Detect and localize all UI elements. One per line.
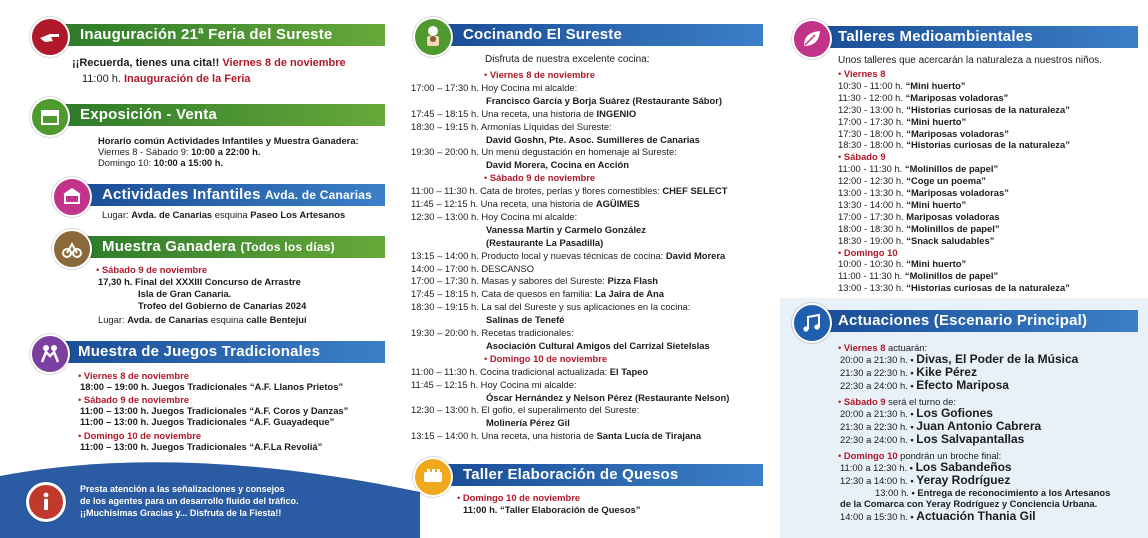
cocina-intro: Disfruta de nuestra excelente cocina: (485, 54, 650, 65)
section-title: Taller Elaboración de Quesos (463, 465, 679, 483)
ganadera-location: Lugar: Avda. de Canarias esquina calle Bentejuí (98, 314, 307, 325)
section-header-actuaciones (792, 306, 1138, 334)
schedule-row: 19:30 – 20:00 h. Un menú degustación en homenaje al Sureste: (411, 146, 677, 158)
schedule-day: • Sábado 9 de noviembre (484, 172, 595, 183)
schedule-row: 18:00 - 18:30 h. “Molinillos de papel” (838, 222, 1000, 234)
expo-line-3: Domingo 10: 10:00 a 15:00 h. (98, 157, 224, 168)
section-title: Inauguración 21ª Feria del Sureste (80, 25, 333, 43)
schedule-row: 13:00 - 13:30 h. “Mariposas voladoras” (838, 187, 1009, 198)
schedule-row: 10:00 - 10:30 h. “Mini huerto” (838, 258, 967, 270)
actuacion-row: 20:00 a 21:30 h. • Divas, El Poder de la Música (840, 352, 1079, 366)
actuacion-row: 21:30 a 22:30 h. • Juan Antonio Cabrera (840, 419, 1042, 433)
actuacion-row-cont: de la Comarca con Yeray Rodríguez y Conciencia Urbana. (840, 498, 1098, 509)
inaug-time: 11:00 h. Inauguración de la Feria (82, 73, 251, 85)
juegos-line: 11:00 – 13:00 h. Juegos Tradicionales “A.F. Guayadeque” (80, 416, 335, 427)
schedule-day: • Domingo 10 de noviembre (484, 353, 607, 364)
section-header-quesos (413, 460, 763, 488)
schedule-row: 19:30 – 20:00 h. Recetas tradicionales: (411, 327, 574, 338)
schedule-detail: Asociación Cultural Amigos del Carrizal SieteIslas (486, 339, 710, 351)
schedule-row: 11:45 – 12:15 h. Una receta, una historia de AGÜIMES (411, 198, 640, 209)
juegos-line: 11:00 – 13:00 h. Juegos Tradicionales “A.F.La Revoliá” (80, 441, 323, 452)
expo-line-2: Viernes 8 - Sábado 9: 10:00 a 22:00 h. (98, 146, 261, 157)
schedule-row: 17:00 - 17:30 h. “Mini huerto” (838, 115, 967, 127)
schedule-detail: David Goshn, Pte. Asoc. Sumilleres de Canarias (486, 133, 700, 145)
chef-icon (413, 17, 453, 57)
schedule-row: 11:00 - 11:30 h. “Molinillos de papel” (838, 163, 999, 175)
schedule-row: 13:15 – 14:00 h. Una receta, una historia de Santa Lucía de Tirajana (411, 430, 702, 442)
schedule-row: 17:00 – 17:30 h. Hoy Cocina mi alcalde: (411, 81, 578, 93)
talleres-intro: Unos talleres que acercarán la naturaleza a nuestros niños. (838, 55, 1103, 66)
schedule-row: 13:00 - 13:30 h. “Historias curiosas de la naturaleza” (838, 282, 1070, 294)
actuacion-row: 21:30 a 22:30 h. • Kike Pérez (840, 365, 977, 379)
schedule-row: 12:30 – 13:00 h. El gofio, el superalimento del Sureste: (411, 404, 640, 416)
schedule-row: 17:45 – 18:15 h. Cata de quesos en familia: La Jaira de Ana (411, 288, 664, 300)
section-title: Cocinando El Sureste (463, 25, 623, 43)
juegos-day-2: • Sábado 9 de noviembre (78, 394, 189, 405)
section-title: Muestra Ganadera (Todos los días) (102, 237, 335, 255)
actuaciones-day-domingo: • Domingo 10 pondrán un broche final: (838, 450, 1001, 461)
ganadera-line-1: 17,30 h. Final del XXXIII Concurso de Arrastre (98, 276, 301, 287)
infantil-location: Lugar: Avda. de Canarias esquina Paseo Los Artesanos (102, 209, 346, 220)
cheese-icon (413, 457, 453, 497)
schedule-row: 10:30 - 11:00 h. “Mini huerto” (838, 79, 966, 91)
section-header-inauguracion (30, 20, 385, 48)
section-title: Muestra de Juegos Tradicionales (78, 342, 321, 360)
inaug-reminder: ¡¡Recuerda, tienes una cita!! Viernes 8 de noviembre (72, 57, 346, 69)
notice-line-3: ¡¡Muchísimas Gracias y... Disfruta de la Fiesta!! (80, 508, 282, 518)
schedule-row: 13:30 - 14:00 h. “Mini huerto” (838, 198, 967, 210)
section-header-exposicion (30, 100, 385, 128)
schedule-row: 12:00 - 12:30 h. “Coge un poema” (838, 175, 986, 187)
section-title: Exposición - Venta (80, 105, 217, 123)
schedule-detail: Óscar Hernández y Nelson Pérez (Restaurante Nelson) (486, 391, 730, 403)
schedule-detail: Vanessa Martín y Carmelo González (486, 223, 646, 235)
schedule-day: • Domingo 10 (838, 247, 898, 258)
ganadera-line-3: Trofeo del Gobierno de Canarias 2024 (138, 300, 307, 311)
notice-line-1: Presta atención a las señalizaciones y consejos (80, 484, 285, 494)
quesos-line: 11:00 h. “Taller Elaboración de Quesos” (463, 504, 641, 515)
music-note-icon (792, 303, 832, 343)
section-header-talleres (792, 22, 1138, 50)
schedule-row: 18:30 – 19:15 h. Armonías Líquidas del Sureste: (411, 120, 612, 132)
schedule-day: • Viernes 8 de noviembre (484, 69, 595, 80)
schedule-row: 12:30 – 13:00 h. Hoy Cocina mi alcalde: (411, 210, 578, 222)
schedule-row: 17:30 - 18:00 h. “Mariposas voladoras” (838, 127, 1009, 139)
info-icon (26, 482, 66, 522)
section-header-ganadera (52, 232, 385, 260)
expo-line-1: Horario común Actividades Infantiles y Muestra Ganadera: (98, 135, 359, 146)
schedule-row: 13:15 – 14:00 h. Producto local y nuevas técnicas de cocina: David Morera (411, 249, 726, 261)
section-header-cocina (413, 20, 763, 48)
schedule-row: 18:30 – 19:15 h. La sal del Sureste y sus aplicaciones en la cocina: (411, 301, 691, 313)
market-stall-icon (30, 97, 70, 137)
actuacion-row: 20:00 a 21:30 h. • Los Gofiones (840, 406, 993, 420)
schedule-row: 18:30 - 18:00 h. “Historias curiosas de la naturaleza” (838, 139, 1070, 151)
actuaciones-day-sabado: • Sábado 9 será el turno de: (838, 396, 956, 407)
juegos-line: 11:00 – 13:00 h. Juegos Tradicionales “A.F. Coros y Danzas” (80, 405, 349, 416)
schedule-day: • Viernes 8 (838, 68, 885, 79)
pointing-hand-icon (30, 17, 70, 57)
schedule-row: 11:30 - 12:00 h. “Mariposas voladoras” (838, 91, 1009, 103)
schedule-row: 18:30 - 19:00 h. “Snack saludables” (838, 234, 995, 246)
actuaciones-day-viernes: • Viernes 8 actuarán: (838, 342, 927, 353)
section-header-infantiles (52, 180, 385, 208)
schedule-day: • Sábado 9 (838, 151, 886, 162)
column-right (780, 0, 1148, 538)
wrestlers-icon (30, 334, 70, 374)
schedule-detail: Francisco García y Borja Suárez (Restaurante Sábor) (486, 94, 723, 106)
schedule-row: 11:45 – 12:15 h. Hoy Cocina mi alcalde: (411, 378, 577, 390)
juegos-day-3: • Domingo 10 de noviembre (78, 430, 201, 441)
leaf-icon (792, 19, 832, 59)
actuacion-row: 12:30 a 14:00 h. • Yeray Rodríguez (840, 473, 1011, 487)
schedule-row: 14:00 – 17:00 h. DESCANSO (411, 262, 534, 274)
column-left (0, 0, 395, 538)
juegos-day-1: • Viernes 8 de noviembre (78, 370, 189, 381)
schedule-row: 12:30 - 13:00 h. “Historias curiosas de la naturaleza” (838, 103, 1070, 115)
actuacion-row: 11:00 a 12:30 h. • Los Sabandeños (840, 460, 1012, 474)
schedule-detail: Salinas de Tenefé (486, 314, 565, 326)
schedule-row: 17:00 – 17:30 h. Masas y sabores del Sureste: Pizza Flash (411, 275, 659, 287)
schedule-detail: David Morera, Cocina en Acción (486, 159, 629, 171)
schedule-detail: Molinería Pérez Gil (486, 417, 570, 429)
schedule-row: 17:45 – 18:15 h. Una receta, una historia de INGENIO (411, 107, 637, 119)
actuacion-row: 13:00 h. • Entrega de reconocimiento a los Artesanos (875, 487, 1111, 498)
ganadera-line-2: Isla de Gran Canaria. (138, 288, 232, 299)
schedule-row: 11:00 - 11:30 h. “Molinillos de papel” (838, 270, 999, 282)
quesos-day: • Domingo 10 de noviembre (457, 492, 580, 503)
section-title: Actividades Infantiles Avda. de Canarias (102, 185, 372, 203)
schedule-row: 11:00 – 11:30 h. Cocina tradicional actualizada: El Tapeo (411, 365, 649, 377)
schedule-detail: (Restaurante La Pasadilla) (486, 236, 604, 248)
notice-line-2: de los agentes para un desarrollo fluido del tráfico. (80, 496, 299, 506)
section-header-juegos (30, 337, 385, 365)
schedule-row: 11:00 – 11:30 h. Cata de brotes, perlas y flores comestibles: CHEF SELECT (411, 185, 728, 197)
section-title: Actuaciones (Escenario Principal) (838, 311, 1088, 329)
actuacion-row: 14:00 a 15:30 h. • Actuación Thania Gil (840, 509, 1036, 523)
actuacion-row: 22:30 a 24:00 h. • Efecto Mariposa (840, 378, 1009, 392)
cattle-icon (52, 229, 92, 269)
actuacion-row: 22:30 a 24:00 h. • Los Salvapantallas (840, 432, 1025, 446)
ganadera-day: • Sábado 9 de noviembre (96, 264, 207, 275)
section-title: Talleres Medioambientales (838, 27, 1033, 45)
carousel-icon (52, 177, 92, 217)
column-middle (395, 0, 780, 538)
juegos-line: 18:00 – 19:00 h. Juegos Tradicionales “A.F. Llanos Prietos” (80, 381, 344, 392)
schedule-row: 17:00 - 17:30 h. Mariposas voladoras (838, 210, 1000, 222)
